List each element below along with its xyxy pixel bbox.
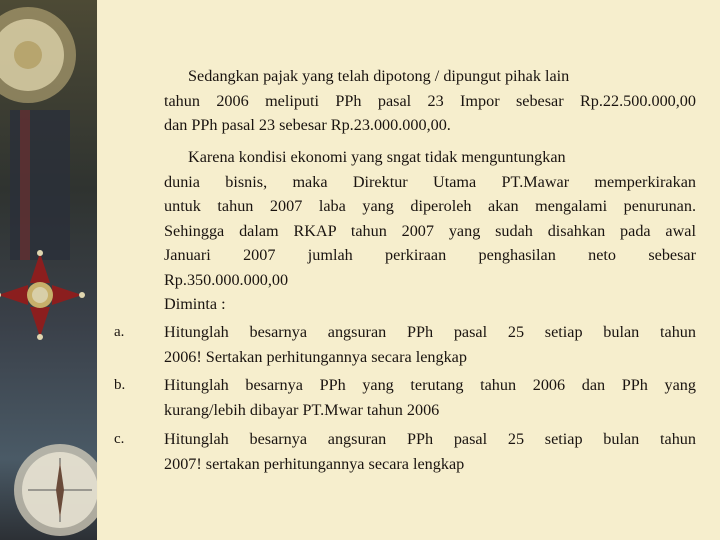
list-item-b (164, 373, 696, 422)
text-line: Januari 2007 jumlah perkiraan penghasilan neto sebesar (164, 246, 696, 264)
text-line: Hitunglah besarnya angsuran PPh pasal 25 setiap bulan tahun (164, 430, 696, 448)
list-marker-b: b. (114, 377, 126, 393)
diminta-heading (164, 292, 696, 317)
list-item-a (164, 320, 696, 369)
text-line: dunia bisnis, maka Direktur Utama PT.Mawar memperkirakan (164, 172, 696, 191)
text-line: 2006! Sertakan perhitungannya secara lengkap (164, 347, 467, 366)
text-line: Karena kondisi ekonomi yang sngat tidak menguntungkan (188, 148, 566, 166)
list-item-c (164, 427, 696, 476)
text-line: Hitunglah besarnya PPh yang terutang tahun 2006 dan PPh yang (164, 376, 696, 394)
text-line: untuk tahun 2007 laba yang diperoleh akan mengalami penurunan. (164, 197, 696, 215)
text-line: dan PPh pasal 23 sebesar Rp.23.000.000,00. (164, 116, 451, 134)
text-line: Diminta : (164, 295, 226, 313)
decorative-medal-image (0, 0, 97, 540)
list-marker-c: c. (114, 431, 125, 447)
paragraph-withholding-tax (164, 64, 696, 138)
text-line: Hitunglah besarnya angsuran PPh pasal 25 setiap bulan tahun (164, 323, 696, 341)
medal-illustration (0, 0, 97, 540)
text-line: Sehingga dalam RKAP tahun 2007 yang sudah disahkan pada awal (164, 221, 696, 240)
text-line: 2007! sertakan perhitungannya secara lengkap (164, 454, 465, 473)
paragraph-economic-condition (164, 145, 696, 292)
list-marker-a: a. (114, 324, 125, 340)
text-line: Sedangkan pajak yang telah dipotong / dipungut pihak lain (188, 67, 570, 85)
text-line: kurang/lebih dibayar PT.Mwar tahun 2006 (164, 400, 440, 419)
text-line: tahun 2006 meliputi PPh pasal 23 Impor sebesar Rp.22.500.000,00 (164, 91, 696, 110)
text-line: Rp.350.000.000,00 (164, 270, 289, 289)
